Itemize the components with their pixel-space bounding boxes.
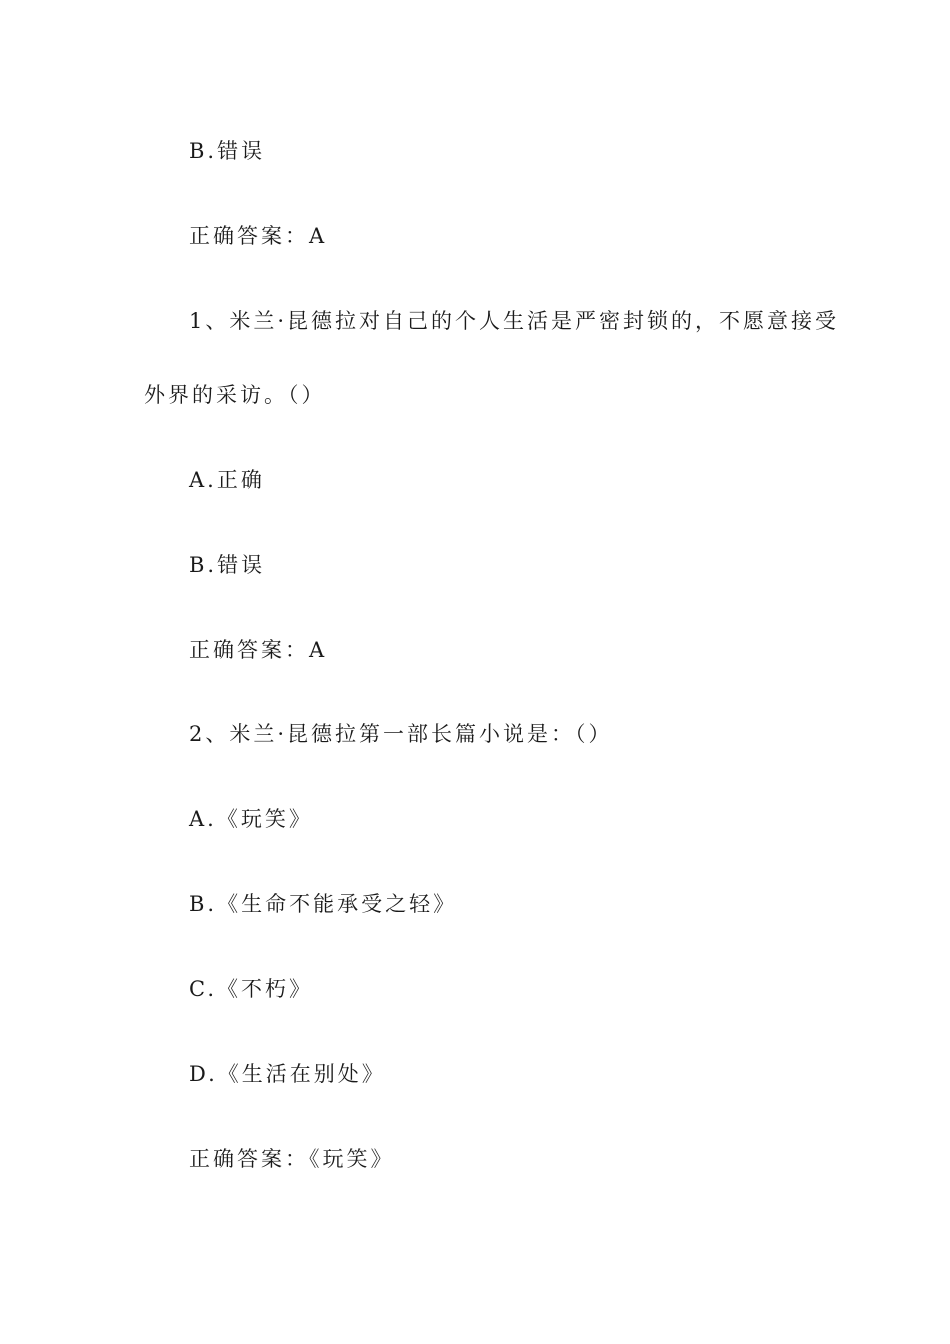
q0-option-b: B.错误 [189,139,266,163]
q2-option-c: C.《不朽》 [189,977,313,1001]
q1-option-b: B.错误 [189,553,266,577]
q2-option-b: B.《生命不能承受之轻》 [189,892,458,916]
q2-option-a: A.《玩笑》 [189,807,313,831]
q1-question-line2: 外界的采访。（） [144,383,326,407]
q1-option-a: A.正确 [189,468,265,492]
q1-correct-answer: 正确答案：A [189,638,328,662]
q1-question-line1: 1、米兰·昆德拉对自己的个人生活是严密封锁的，不愿意接受 [189,309,840,333]
q2-question: 2、米兰·昆德拉第一部长篇小说是：（） [189,722,613,746]
q2-correct-answer: 正确答案：《玩笑》 [189,1147,395,1171]
q0-correct-answer: 正确答案：A [189,224,328,248]
q2-option-d: D.《生活在别处》 [189,1062,386,1086]
